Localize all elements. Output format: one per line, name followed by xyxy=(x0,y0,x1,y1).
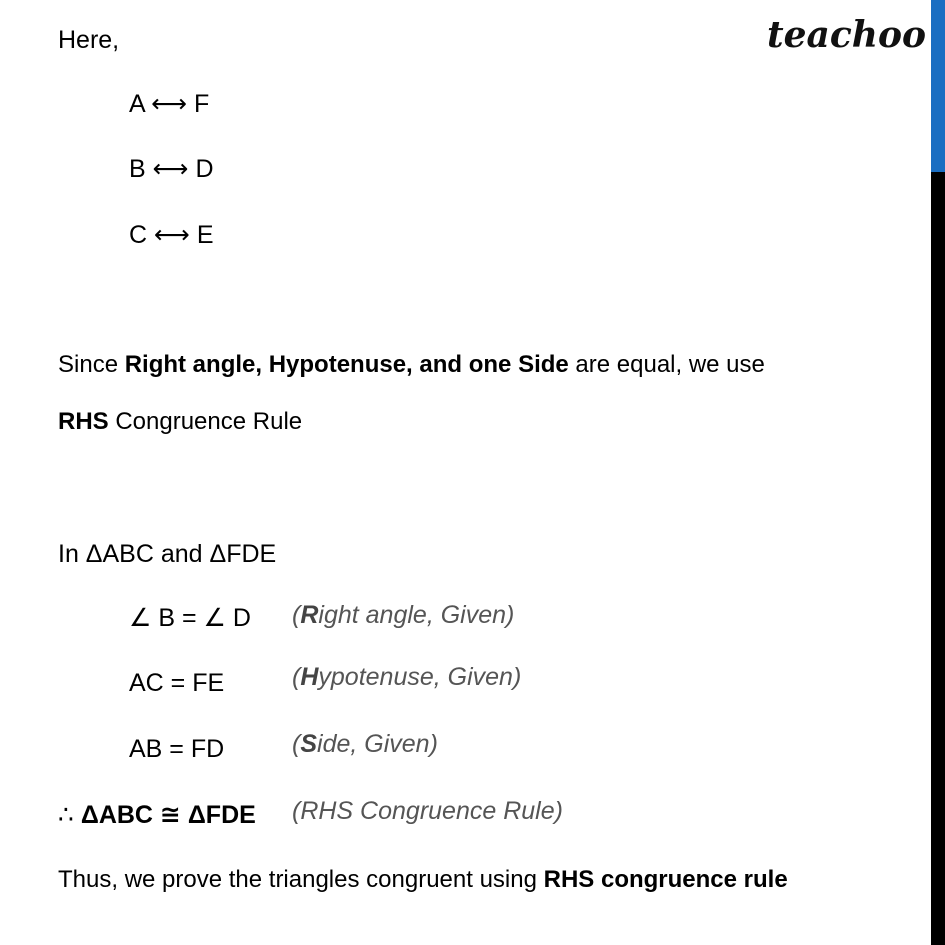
text: Congruence Rule xyxy=(108,408,303,435)
proof-conclusion xyxy=(58,800,256,830)
vertex-left: B xyxy=(129,155,146,183)
conclusion-reason: (RHS Congruence Rule) xyxy=(292,797,563,825)
rule-statement-line1 xyxy=(58,350,765,380)
text: ( xyxy=(292,730,301,758)
proof-reason xyxy=(292,600,514,630)
correspondence-row xyxy=(129,89,209,119)
therefore-icon: ∴ xyxy=(58,801,81,829)
text: ypotenuse, Given) xyxy=(318,663,522,691)
accent-bar xyxy=(931,0,945,172)
proof-reason xyxy=(292,662,521,692)
proof-statement: AB = FD xyxy=(129,735,225,763)
proof-statement: ∠ B = ∠ D xyxy=(129,604,251,632)
vertex-right: F xyxy=(194,90,210,118)
bold-text: RHS congruence rule xyxy=(543,866,788,893)
text: Thus, we prove the triangles congruent using xyxy=(58,866,544,893)
double-arrow-icon: ⟷ xyxy=(152,155,189,183)
text: ( xyxy=(292,663,301,691)
bold-text: ΔABC ≅ ΔFDE xyxy=(80,801,256,829)
intro-label: Here, xyxy=(58,26,120,54)
correspondence-row xyxy=(129,154,214,184)
text: ight angle, Given) xyxy=(318,601,515,629)
bold-text: R xyxy=(300,601,319,629)
summary xyxy=(58,865,788,895)
text: ide, Given) xyxy=(317,730,438,758)
proof-reason xyxy=(292,729,438,759)
rule-statement-line2 xyxy=(58,407,302,437)
bold-text: H xyxy=(300,663,319,691)
text: ( xyxy=(292,601,301,629)
bold-text: Right angle, Hypotenuse, and one Side xyxy=(124,351,569,378)
correspondence-row xyxy=(129,220,214,250)
text: are equal, we use xyxy=(568,351,765,378)
vertex-left: C xyxy=(129,221,148,249)
double-arrow-icon: ⟷ xyxy=(151,90,188,118)
proof-statement: AC = FE xyxy=(129,669,225,697)
vertex-left: A xyxy=(129,90,145,118)
double-arrow-icon: ⟷ xyxy=(154,221,190,249)
bold-text: RHS xyxy=(58,408,109,435)
dark-bar xyxy=(931,172,945,945)
bold-text: S xyxy=(300,730,318,758)
vertex-right: D xyxy=(195,155,214,183)
proof-heading: In ΔABC and ΔFDE xyxy=(58,540,277,568)
text: Since xyxy=(58,351,125,378)
vertex-right: E xyxy=(196,221,214,249)
teachoo-logo: teachoo xyxy=(767,14,926,56)
